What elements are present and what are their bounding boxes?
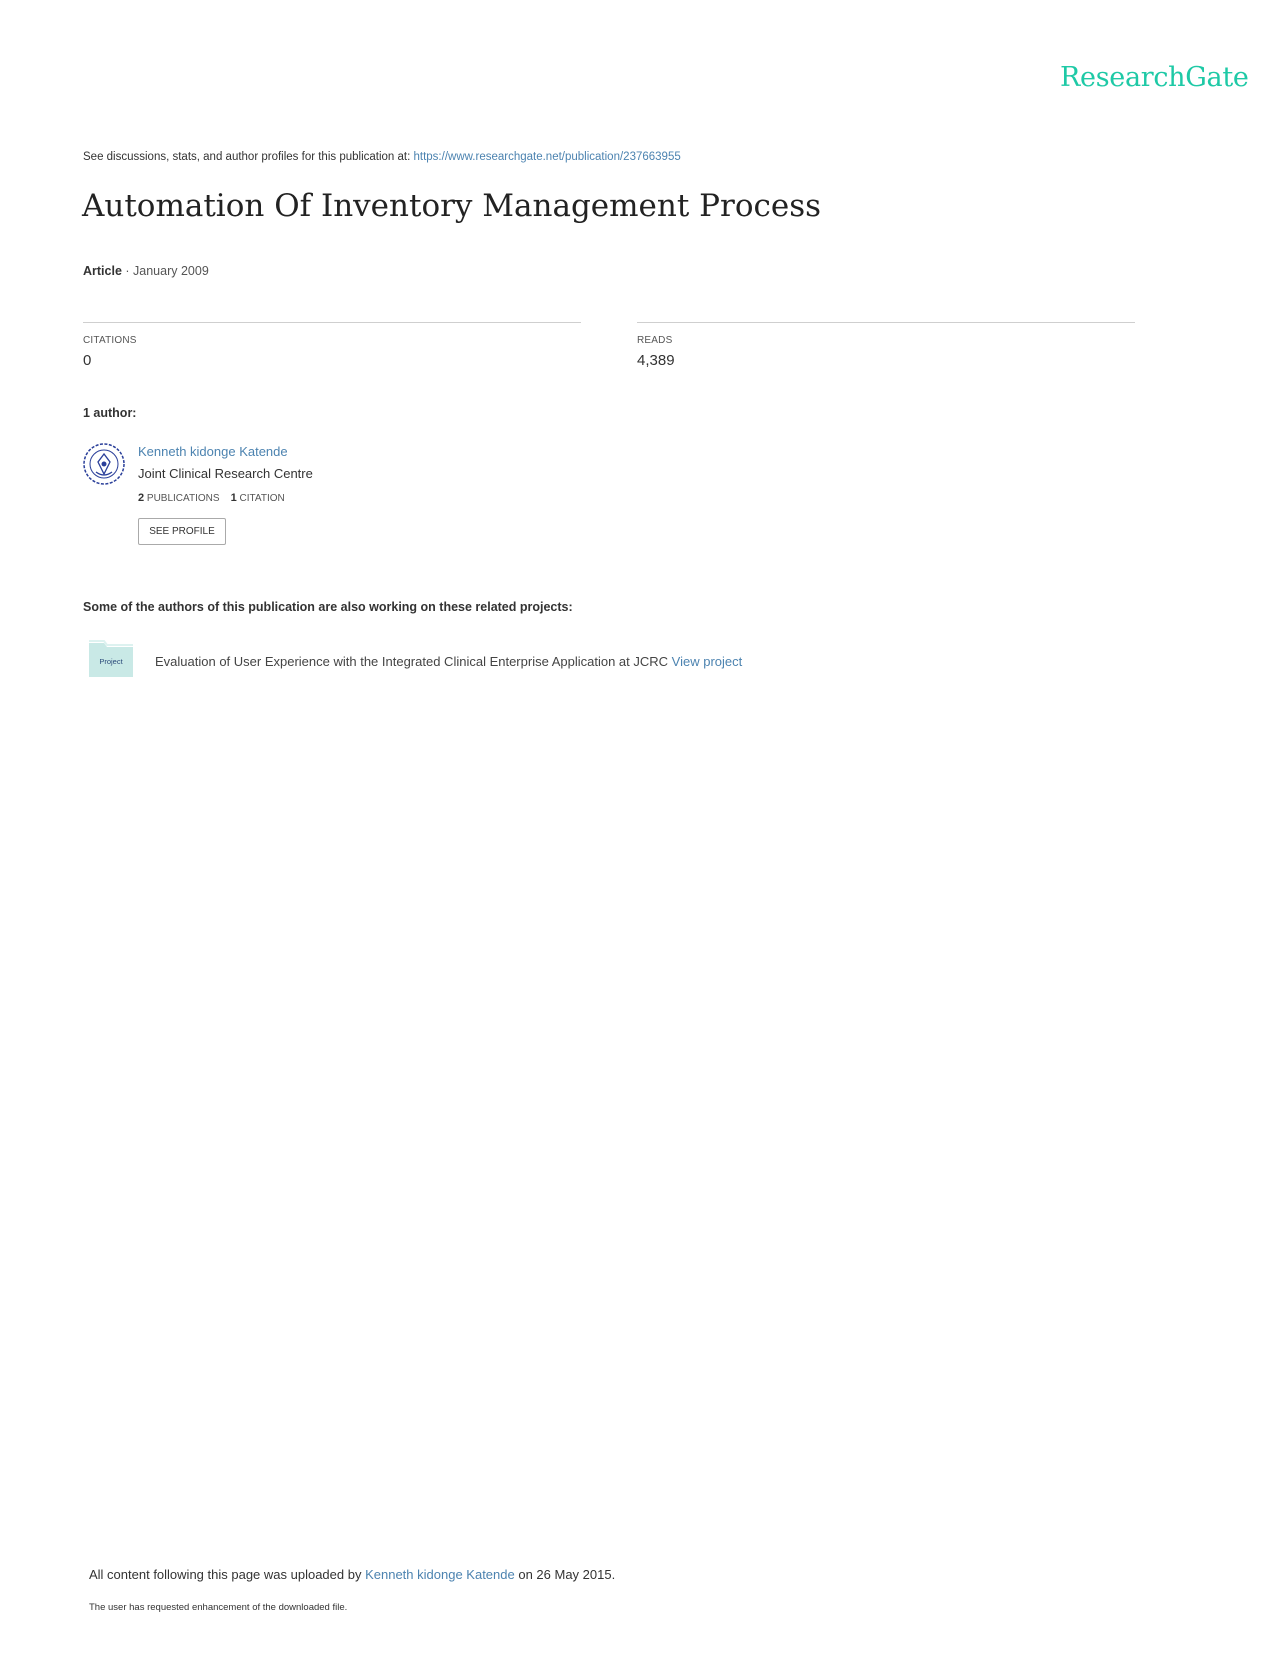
enhancement-note: The user has requested enhancement of the downloaded file.: [89, 1602, 348, 1613]
researchgate-logo[interactable]: ResearchGate: [1060, 62, 1249, 93]
page-title: Automation Of Inventory Management Process: [82, 188, 822, 224]
view-project-link[interactable]: View project: [671, 654, 743, 669]
upload-prefix: All content following this page was uploaded by: [89, 1567, 362, 1582]
author-publications-label: PUBLICATIONS: [146, 493, 220, 504]
upload-date: on 26 May 2015.: [518, 1567, 616, 1582]
project-icon-label: Project: [99, 657, 123, 666]
upload-info: [89, 1567, 615, 1582]
author-name-link[interactable]: Kenneth kidonge Katende: [138, 444, 288, 459]
author-institution: Joint Clinical Research Centre: [138, 466, 313, 481]
reads-divider: [637, 322, 1135, 323]
author-publications-count: 2: [138, 492, 145, 504]
reads-label: READS: [637, 335, 673, 346]
author-stats: [138, 492, 285, 504]
publication-meta: [83, 264, 209, 278]
publication-date: January 2009: [133, 264, 209, 278]
publication-type: Article: [83, 264, 122, 278]
project-item: [155, 654, 742, 669]
author-citations-count: 1: [230, 492, 237, 504]
citations-label: CITATIONS: [83, 335, 137, 346]
see-profile-button[interactable]: SEE PROFILE: [138, 518, 226, 545]
meta-separator: ·: [121, 264, 134, 278]
authors-heading: 1 author:: [83, 406, 137, 420]
project-folder-icon: [88, 640, 134, 678]
publication-info-line: [83, 151, 681, 163]
uploader-link[interactable]: Kenneth kidonge Katende: [365, 1567, 515, 1582]
publication-url-link[interactable]: https://www.researchgate.net/publication/237663955: [413, 151, 681, 163]
citations-value: 0: [83, 352, 92, 369]
see-discussions-text: See discussions, stats, and author profiles for this publication at:: [83, 151, 411, 163]
institution-logo-icon[interactable]: [82, 442, 126, 486]
citations-divider: [83, 322, 581, 323]
project-title: Evaluation of User Experience with the Integrated Clinical Enterprise Application at JCRC: [155, 654, 669, 669]
reads-value: 4,389: [637, 352, 675, 369]
author-citations-label: CITATION: [239, 493, 285, 504]
related-projects-heading: Some of the authors of this publication are also working on these related projects:: [83, 600, 573, 614]
